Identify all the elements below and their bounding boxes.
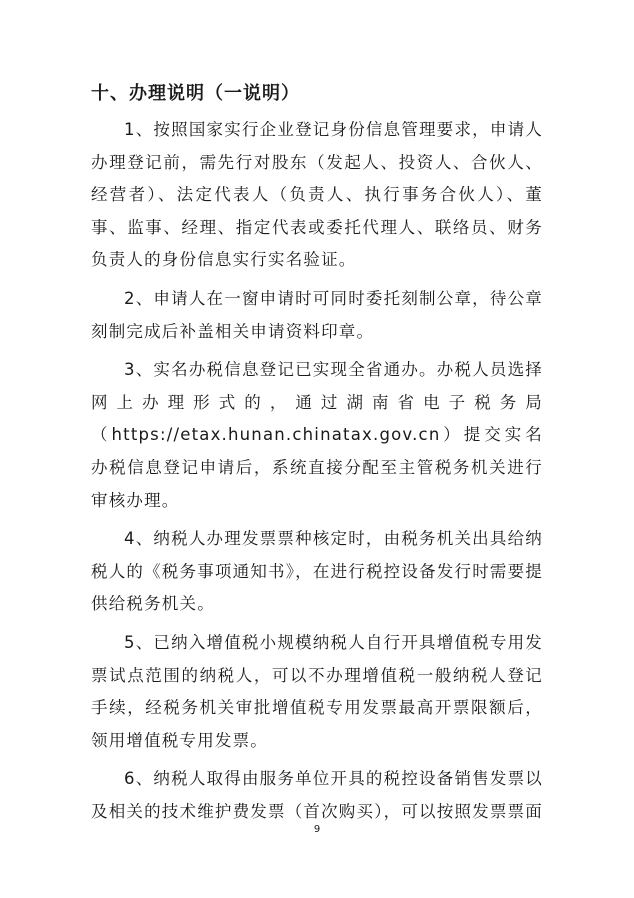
paragraph-1: 1、按照国家实行企业登记身份信息管理要求，申请人办理登记前，需先行对股东（发起人、投资人、合伙人、经营者）、法定代表人（负责人、执行事务合伙人）、董事、监事、经理、指定代表或委托代理人、联络员、财务负责人的身份信息实行实名验证。 bbox=[91, 120, 543, 270]
page-number: 9 bbox=[313, 824, 321, 835]
paragraph-4: 4、纳税人办理发票票种核定时，由税务机关出具给纳税人的《税务事项通知书》，在进行税控设备发行时需要提供给税务机关。 bbox=[91, 529, 543, 614]
paragraph-6: 6、纳税人取得由服务单位开具的税控设备销售发票以及相关的技术维护费发票（首次购买），可以按照发票票面 bbox=[91, 769, 543, 821]
section-body bbox=[91, 114, 543, 834]
section-heading: 十、办理说明（一说明） bbox=[91, 83, 300, 104]
paragraph-3: 3、实名办税信息登记已实现全省通办。办税人员选择网上办理形式的，通过湖南省电子税务局（https://etax.hunan.chinatax.gov.cn）提交实名办税信息登记申请后，系统直接分配至主管税务机关进行审核办理。 bbox=[91, 360, 543, 510]
paragraph-2: 2、申请人在一窗申请时可同时委托刻制公章，待公章刻制完成后补盖相关申请资料印章。 bbox=[91, 288, 543, 341]
paragraph-5: 5、已纳入增值税小规模纳税人自行开具增值税专用发票试点范围的纳税人，可以不办理增值税一般纳税人登记手续，经税务机关审批增值税专用发票最高开票限额后，领用增值税专用发票。 bbox=[91, 632, 543, 750]
